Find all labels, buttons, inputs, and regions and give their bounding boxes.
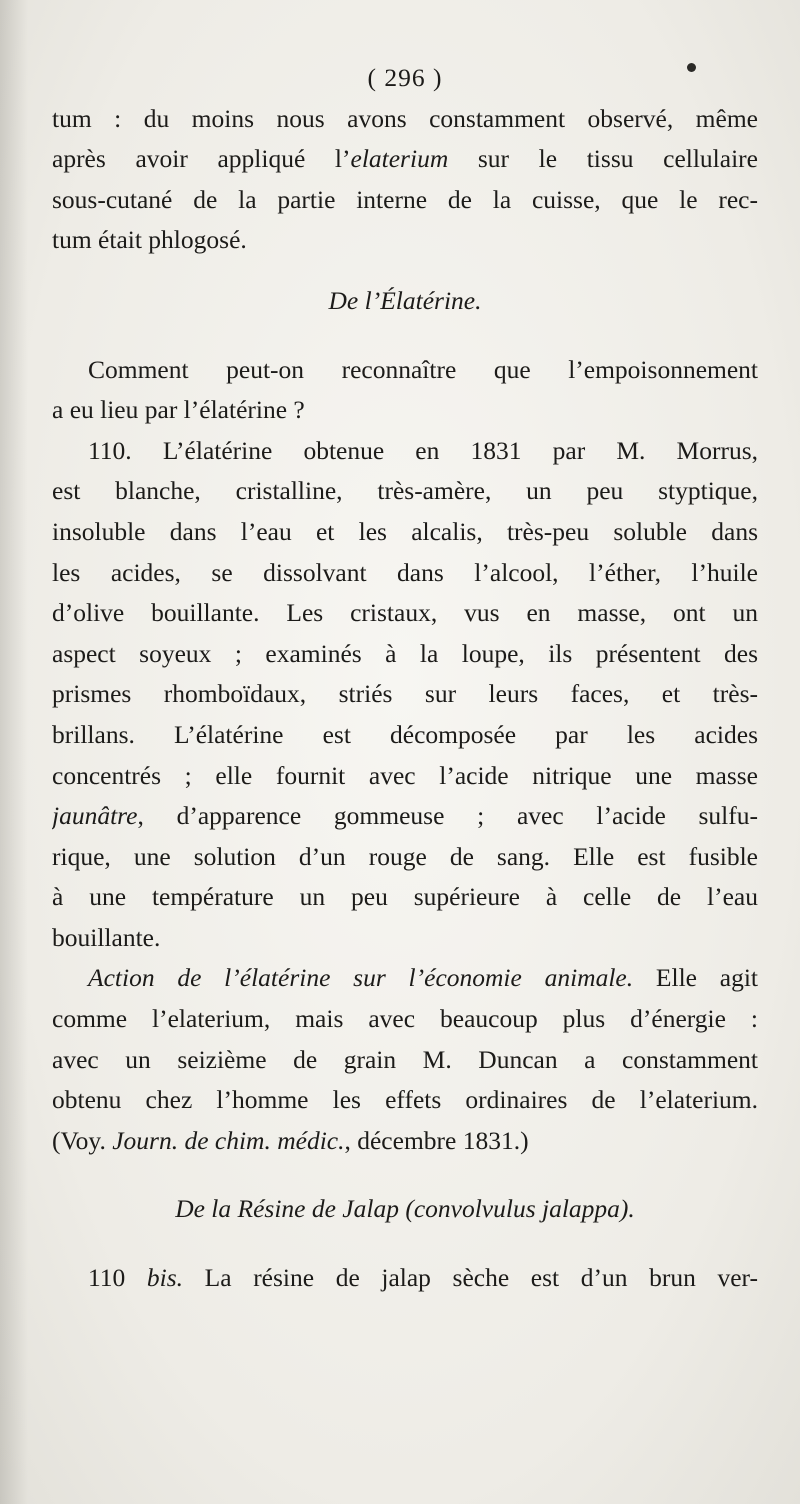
text-line-2 [52, 139, 758, 180]
text-fragment: , d’apparence gommeuse ; avec l’acide sulfu- [137, 801, 758, 831]
italic-term: elaterium [350, 144, 449, 174]
action-line-1 [52, 958, 758, 999]
para-110-line-7: prismes rhomboïdaux, striés sur leurs faces, et très- [52, 679, 758, 709]
text-fragment: après avoir appliqué l’ [52, 144, 351, 174]
text-fragment: sur le tissu cellulaire [448, 144, 758, 174]
para-110-line-1: 110. L’élatérine obtenue en 1831 par M. Morrus, [88, 435, 758, 465]
section-heading-elaterine: De l’Élatérine. [328, 285, 482, 315]
text-fragment: ). [619, 1194, 635, 1224]
page-number: ( 296 ) [367, 63, 443, 92]
action-line-5 [52, 1121, 758, 1162]
question-line-1: Comment peut-on reconnaître que l’empoisonnement [88, 354, 758, 384]
para-110-line-6: aspect soyeux ; examinés à la loupe, ils présentent des [52, 638, 758, 668]
italic-term: jaunâtre [52, 801, 138, 831]
action-line-2: comme l’elaterium, mais avec beaucoup plus d’énergie : [52, 1004, 758, 1034]
text-fragment: , décembre 1831.) [344, 1125, 529, 1155]
para-110-line-5: d’olive bouillante. Les cristaux, vus en masse, ont un [52, 598, 758, 628]
para-110-line-13: bouillante. [52, 922, 161, 952]
para-110-line-12: à une température un peu supérieure à celle de l’eau [52, 882, 758, 912]
para-110-line-9: concentrés ; elle fournit avec l’acide nitrique une masse [52, 760, 758, 790]
para-110bis-line-1 [52, 1258, 758, 1299]
para-110-line-3: insoluble dans l’eau et les alcalis, très-peu soluble dans [52, 516, 758, 546]
text-line-4: tum était phlogosé. [52, 225, 247, 255]
page-edge-shadow [0, 0, 28, 1504]
text-fragment: Elle agit [633, 963, 758, 993]
text-line-1: tum : du moins nous avons constamment observé, même [52, 103, 758, 133]
text-fragment: (Voy. [52, 1125, 113, 1155]
action-line-3: avec un seizième de grain M. Duncan a constamment [52, 1044, 758, 1074]
section-heading-jalap [52, 1189, 758, 1230]
para-110-line-11: rique, une solution d’un rouge de sang. Elle est fusible [52, 841, 758, 871]
text-line-3: sous-cutané de la partie interne de la cuisse, que le rec- [52, 184, 758, 214]
text-fragment: La résine de jalap sèche est d’un brun ver- [183, 1263, 758, 1293]
text-fragment: convolvulus jalappa [413, 1194, 620, 1224]
question-line-2: a eu lieu par l’élatérine ? [52, 395, 305, 425]
page-text [52, 58, 758, 1299]
text-fragment: 110 [88, 1263, 147, 1293]
action-line-4: obtenu chez l’homme les effets ordinaires de l’elaterium. [52, 1085, 758, 1115]
para-110-line-10 [52, 796, 758, 837]
para-110-line-8: brillans. L’élatérine est décomposée par les acides [52, 719, 758, 749]
text-fragment: De la Résine de Jalap ( [175, 1194, 414, 1224]
para-110-line-4: les acides, se dissolvant dans l’alcool, l’éther, l’huile [52, 557, 758, 587]
para-110-line-2: est blanche, cristalline, très-amère, un peu styptique, [52, 476, 758, 506]
italic-heading: Action de l’élatérine sur l’économie animale. [88, 963, 634, 993]
italic-term: bis. [146, 1263, 184, 1293]
italic-citation: Journ. de chim. médic. [112, 1125, 345, 1155]
